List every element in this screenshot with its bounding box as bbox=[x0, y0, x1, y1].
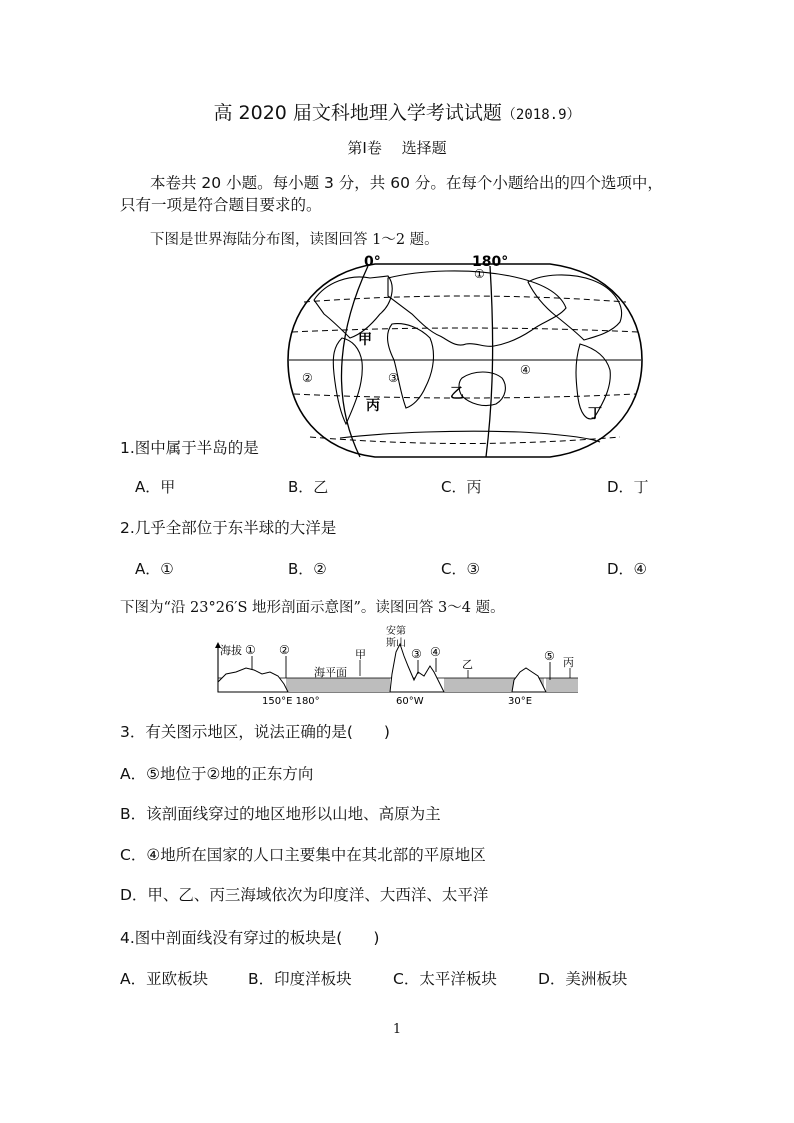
question-4-stem: 4.图中剖面线没有穿过的板块是( ) bbox=[120, 929, 380, 947]
q2-option-c[interactable]: C．③ bbox=[441, 560, 480, 578]
ocean-label-2: ② bbox=[302, 371, 313, 385]
profile-marker-2: ② bbox=[279, 643, 290, 657]
altitude-label: 海拔 bbox=[220, 644, 242, 657]
tick-label: 60°W bbox=[396, 696, 424, 707]
sea-level-label: 海平面 bbox=[314, 666, 347, 679]
q2-option-b[interactable]: B．② bbox=[288, 560, 327, 578]
q1-option-c[interactable]: C．丙 bbox=[441, 478, 482, 496]
ocean-label-1: ① bbox=[474, 267, 485, 281]
sea-area bbox=[546, 678, 578, 692]
section-heading: 第Ⅰ卷 选择题 bbox=[347, 139, 447, 157]
q3-option-c[interactable]: C．④地所在国家的人口主要集中在其北部的平原地区 bbox=[120, 846, 486, 864]
tick-label: 30°E bbox=[508, 696, 533, 707]
place-label-ding: 丁 bbox=[588, 406, 602, 422]
q2-option-a[interactable]: A．① bbox=[135, 560, 174, 578]
intro-q3-4: 下图为“沿 23°26′S 地形剖面示意图”。读图回答 3～4 题。 bbox=[120, 600, 505, 616]
label-0-degree: 0° bbox=[364, 254, 381, 270]
q4-option-c[interactable]: C．太平洋板块 bbox=[393, 970, 497, 988]
sea-area bbox=[286, 678, 390, 692]
intro-q1-2: 下图是世界海陆分布图，读图回答 1～2 题。 bbox=[150, 232, 439, 248]
question-1-stem: 1.图中属于半岛的是 bbox=[120, 439, 259, 457]
page-title bbox=[0, 98, 794, 125]
question-2-stem: 2.几乎全部位于东半球的大洋是 bbox=[120, 519, 337, 537]
page-number: 1 bbox=[392, 1022, 402, 1037]
profile-marker-1: ① bbox=[245, 643, 256, 657]
ocean-label-3: ③ bbox=[388, 371, 399, 385]
profile-marker-5: ⑤ bbox=[544, 649, 555, 663]
question-3-stem: 3．有关图示地区，说法正确的是( ) bbox=[120, 723, 390, 741]
profile-marker-3: ③ bbox=[411, 647, 422, 661]
q3-option-b[interactable]: B．该剖面线穿过的地区地形以山地、高原为主 bbox=[120, 805, 441, 823]
label-180-degree: 180° bbox=[472, 254, 509, 270]
sea-label-jia: 甲 bbox=[355, 648, 366, 661]
tick-label: 150°E 180° bbox=[262, 696, 320, 707]
q1-option-d[interactable]: D．丁 bbox=[607, 478, 649, 496]
q3-option-d[interactable]: D．甲、乙、丙三海域依次为印度洋、大西洋、太平洋 bbox=[120, 886, 489, 904]
profile-marker-4: ④ bbox=[430, 645, 441, 659]
land-australia bbox=[218, 668, 288, 692]
andes-label-1: 安第 bbox=[386, 626, 406, 637]
q1-option-a[interactable]: A．甲 bbox=[135, 478, 176, 496]
sea-label-bing: 丙 bbox=[563, 656, 574, 669]
place-label-jia: 甲 bbox=[358, 332, 372, 348]
ocean-label-4: ④ bbox=[520, 363, 531, 377]
place-label-yi: 乙 bbox=[450, 386, 464, 402]
world-map bbox=[280, 252, 650, 462]
q4-option-a[interactable]: A．亚欧板块 bbox=[120, 970, 209, 988]
q4-option-b[interactable]: B．印度洋板块 bbox=[248, 970, 352, 988]
andes-label-2: 斯山 bbox=[386, 638, 406, 649]
title-date: （2018.9） bbox=[501, 107, 581, 123]
sea-label-yi: 乙 bbox=[462, 658, 473, 671]
instructions-line2: 只有一项是符合题目要求的。 bbox=[120, 196, 322, 214]
q2-option-d[interactable]: D．④ bbox=[607, 560, 647, 578]
q1-option-b[interactable]: B．乙 bbox=[288, 478, 329, 496]
q4-option-d[interactable]: D．美洲板块 bbox=[538, 970, 628, 988]
title-main: 高 2020 届文科地理入学考试试题 bbox=[213, 102, 502, 124]
place-label-bing: 丙 bbox=[366, 398, 380, 414]
instructions-line1: 本卷共 20 小题。每小题 3 分，共 60 分。在每个小题给出的四个选项中， bbox=[150, 174, 663, 192]
terrain-profile bbox=[212, 622, 584, 708]
q3-option-a[interactable]: A．⑤地位于②地的正东方向 bbox=[120, 765, 314, 783]
